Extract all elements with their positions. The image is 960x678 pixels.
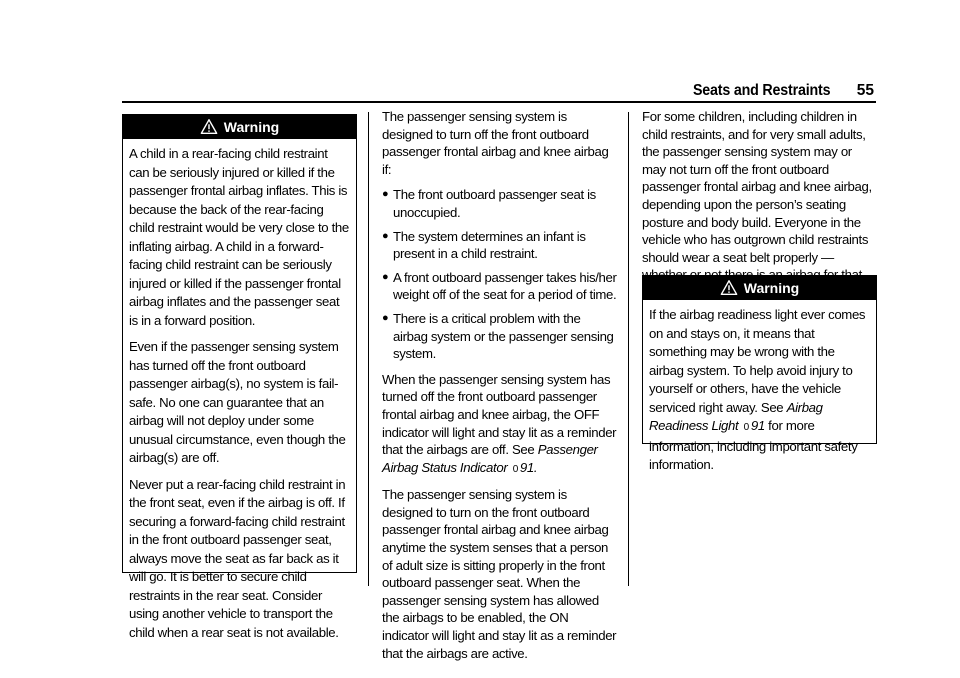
warning-header [643, 276, 876, 300]
warning-body [643, 300, 876, 481]
warning-paragraph: Never put a rear-facing child restraint in the front seat, even if the airbag is off. If securing a forward-facing child restraint in the front outboard passenger seat, always move the seat as far back as it will go. It is better to secure child restraints in the rear seat. Consider using another vehicle to transport the child when a rear seat is not available. [129, 476, 346, 640]
header-rule [122, 101, 876, 103]
bullet-icon: ● [382, 188, 389, 201]
condition-list [382, 186, 618, 362]
bullet-icon: ● [382, 311, 389, 324]
xref-link-airbag-readiness-light[interactable]: Airbag Readiness Light [649, 399, 823, 433]
list-item: ● There is a critical problem with the airbag system or the passenger sensing system. [382, 310, 614, 362]
bullet-icon: ● [382, 229, 389, 242]
list-item: ● The front outboard passenger seat is unoccupied. [382, 187, 596, 220]
column-divider-2 [628, 112, 629, 586]
xref-link-passenger-airbag-status[interactable]: Passenger Airbag Status Indicator [382, 442, 598, 475]
warning-header [123, 115, 356, 139]
warning-box-left [122, 114, 357, 640]
section-title: Seats and Restraints [692, 82, 830, 99]
page-number: 55 [856, 82, 874, 99]
on-indicator-paragraph: The passenger sensing system is designed to turn on the front outboard passenger frontal airbag and knee airbag anytime the system senses that a person of adult size is sitting properly in the front outboard passenger seat. When the passenger sensing system has allowed the airbags to be enabled, the ON indicator will light and stay lit as a reminder that the airbags are active. [382, 487, 617, 661]
column-middle [382, 108, 618, 670]
warning-triangle-icon [200, 118, 218, 136]
xref-arrow-icon: 0 [743, 422, 749, 433]
xref-page[interactable]: 91 [519, 459, 534, 475]
warning-paragraph: Even if the passenger sensing system has turned off the front outboard passenger airbag(s), no system is fail-safe. No one can guarantee that an airbag will not deploy under some unusual circumstance, even though the airbag(s) are off. [129, 339, 346, 465]
warning-label: Warning [223, 119, 280, 135]
list-item: ● A front outboard passenger takes his/her weight off of the seat for a period of time. [382, 269, 617, 303]
children-paragraph: For some children, including children in child restraints, and for very small adults, the passenger sensing system may or may not turn off the front outboard passenger frontal airbag and knee airbag, depending upon the person’s seating posture and body build. Everyone in the vehicle who has outgrown child restraints should wear a seat belt properly — [642, 109, 872, 265]
list-item: ● The system determines an infant is present in a child restraint. [382, 228, 586, 262]
warning-box-right [642, 275, 877, 472]
warning-body [123, 139, 356, 648]
intro-paragraph: The passenger sensing system is designed to turn off the front outboard passenger frontal airbag and knee airbag if: [382, 109, 609, 177]
warning-triangle-icon [720, 279, 738, 297]
warning-paragraph: If the airbag readiness light ever comes on and stays on, it means that something may be wrong with the airbag system. To help avoid injury to yourself or others, have the vehicle serviced right away. See Airbag Readiness Light 0 91 for more information, including important safety information. [649, 307, 866, 472]
warning-label: Warning [743, 280, 800, 296]
column-divider-1 [368, 112, 369, 586]
xref-arrow-icon: 0 [512, 463, 518, 475]
page-header [122, 82, 876, 102]
off-indicator-paragraph: When the passenger sensing system has turned off the front outboard passenger frontal airbag and knee airbag, the OFF indicator will light and stay lit as a reminder that the airbags are off. See Passenger Airbag Status Indicator 0 91. [382, 371, 618, 479]
warning-paragraph: A child in a rear-facing child restraint can be seriously injured or killed if the passenger frontal airbag inflates. This is because the back of the rear-facing child restraint would be very close to the inflating airbag. A child in a forward-facing child restraint can be seriously injured or killed if the passenger frontal airbag inflates and the passenger seat is in a forward position. [129, 146, 349, 328]
xref-page[interactable]: 91 [750, 418, 765, 433]
bullet-icon: ● [382, 270, 389, 283]
